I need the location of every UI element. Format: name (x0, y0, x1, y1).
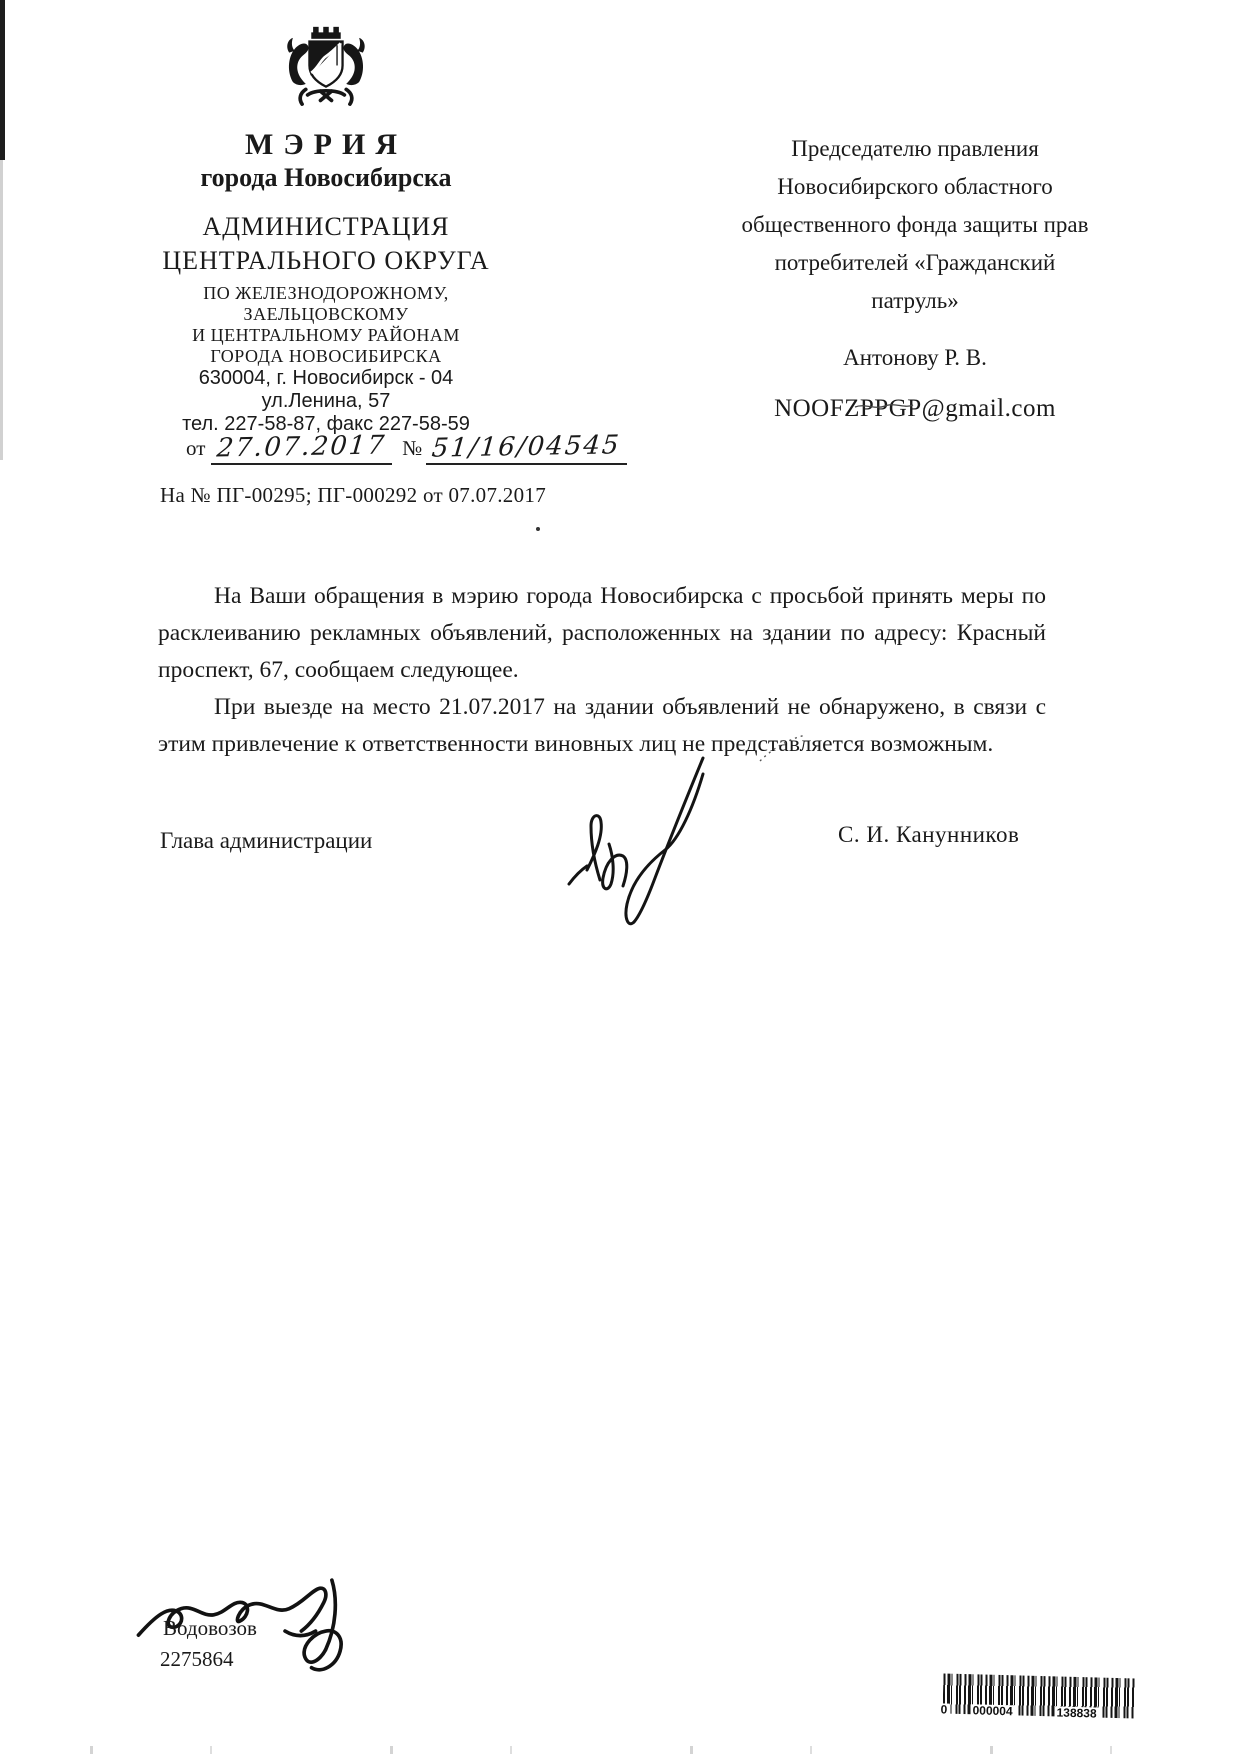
handwritten-number: 51/16/04545 (426, 432, 626, 465)
dept-line1: АДМИНИСТРАЦИЯ (202, 212, 450, 241)
scan-edge-artifact-faint (0, 160, 3, 460)
recipient-line: Новосибирского областного (777, 174, 1053, 199)
barcode-digits: 0 (940, 1702, 948, 1717)
letter-body (158, 578, 1046, 763)
body-paragraph-2: При выезде на место 21.07.2017 на здании объявлений не обнаружено, в связи с этим привлечение к ответственности виновных лиц не представляется возможным. (158, 694, 1046, 757)
handwritten-date: 27.07.2017 (211, 432, 392, 465)
from-label: от (186, 436, 206, 460)
address-line: ул.Ленина, 57 (261, 390, 391, 412)
dept-sub-lines (140, 283, 512, 367)
address-line: тел. 227-58-87, факс 227-58-59 (182, 413, 470, 435)
dept-line2: ЦЕНТРАЛЬНОГО ОКРУГА (162, 246, 490, 275)
letterhead (140, 26, 512, 436)
dept-sub-line: ГОРОДА НОВОСИБИРСКА (210, 346, 442, 366)
recipient-line: Председателю правления (791, 136, 1039, 161)
recipient-email: NOOFZPPGP@gmail.com (774, 395, 1056, 422)
position-title: Глава администрации (160, 828, 373, 853)
barcode-digits: 138838 (1056, 1705, 1097, 1721)
dept-sub-line: ЗАЕЛЬЦОВСКОМУ (243, 304, 409, 324)
handwritten-signature-icon (552, 752, 732, 932)
reply-reference-line: На № ПГ-00295; ПГ-000292 от 07.07.2017 (160, 483, 547, 507)
org-title-line1: МЭРИЯ (245, 128, 407, 161)
scan-edge-artifact (0, 0, 5, 160)
body-paragraph-1: На Ваши обращения в мэрию города Новосибирска с просьбой принять меры по расклеиванию рекламных объявлений, расположенных на здании по адресу: Красный проспект, 67, сообщаем следующее. (158, 583, 1046, 683)
address-lines (140, 367, 512, 436)
address-line: 630004, г. Новосибирск - 04 (198, 367, 454, 389)
scan-flourish-artifact (758, 733, 808, 765)
signer-name: С. И. Канунников (838, 822, 1020, 847)
recipient-line: патруль» (871, 288, 959, 313)
reference-date-line (186, 430, 623, 465)
recipient-name: Антонову Р. В. (843, 345, 987, 370)
scan-squiggle-artifact (853, 400, 917, 412)
org-title-line2: города Новосибирска (200, 163, 452, 192)
novosibirsk-coat-of-arms-icon (280, 26, 372, 116)
recipient-line: потребителей «Гражданский (774, 250, 1056, 275)
dept-sub-line: ПО ЖЕЛЕЗНОДОРОЖНОМУ, (203, 283, 449, 303)
executor-name: Водовозов (163, 1616, 257, 1640)
barcode-digits: 000004 (972, 1703, 1013, 1719)
number-sign-label: № (402, 436, 423, 460)
scan-dot-artifact (536, 527, 540, 531)
dept-sub-line: И ЦЕНТРАЛЬНОМУ РАЙОНАМ (192, 325, 460, 345)
recipient-block (690, 130, 1140, 423)
executor-phone: 2275864 (160, 1647, 234, 1671)
document-barcode-icon (940, 1673, 1136, 1721)
recipient-lines (690, 130, 1140, 320)
recipient-line: общественного фонда защиты прав (741, 212, 1089, 237)
scan-bottom-speckle (0, 1746, 1240, 1754)
